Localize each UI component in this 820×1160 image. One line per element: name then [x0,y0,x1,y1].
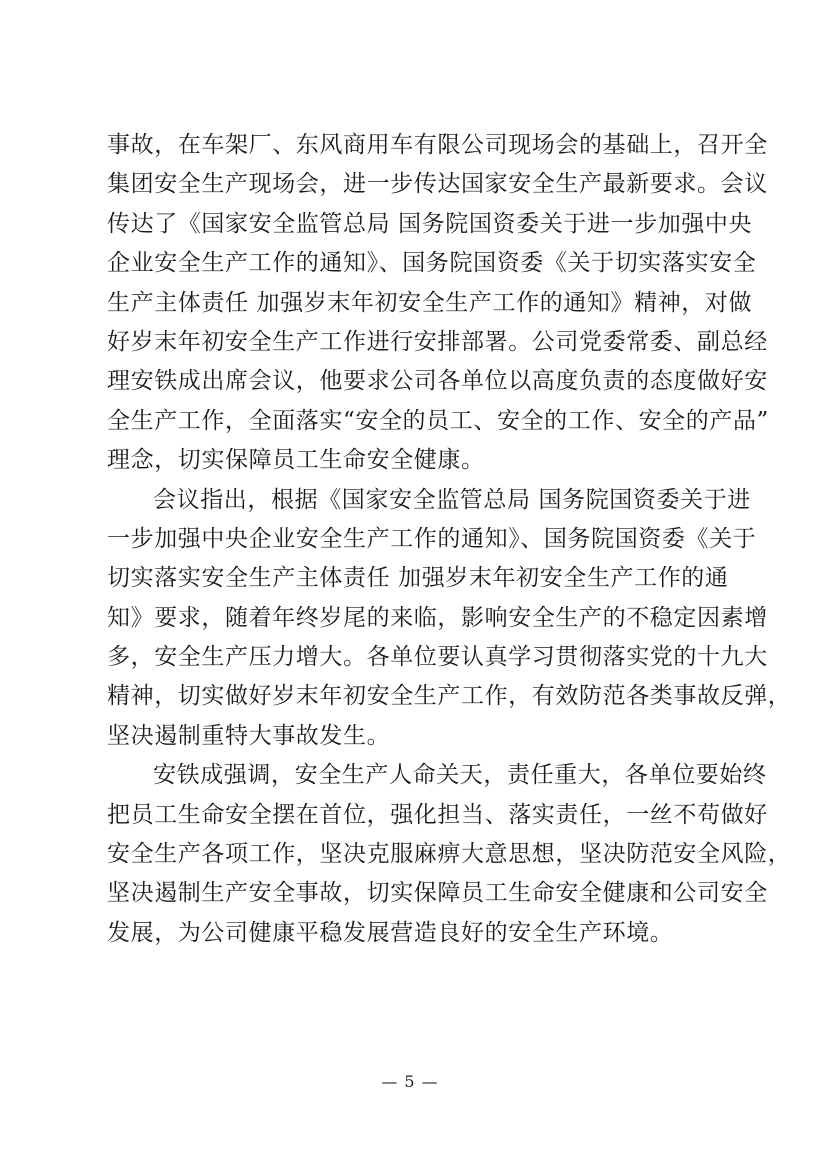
text-line: 多，安全生产压力增大。各单位要认真学习贯彻落实党的十九大 [107,644,768,671]
text-line: 知》要求，随着年终岁尾的来临，影响安全生产的不稳定因素增 [107,604,768,631]
body-text [107,126,792,953]
text-line: 生产主体责任 加强岁末年初安全生产工作的通知》精神，对做 [107,289,753,316]
text-line: 事故，在车架厂、东风商用车有限公司现场会的基础上，召开全 [107,132,768,158]
text-line: 精神，切实做好岁末年初安全生产工作，有效防范各类事故反弹， [107,683,792,710]
text-line: 企业安全生产工作的通知》、国务院国资委《关于切实落实安全 [107,250,757,277]
text-line: 坚决遏制重特大事故发生。 [107,722,391,749]
text-line: 坚决遏制生产安全事故，切实保障员工生命安全健康和公司安全 [107,880,768,907]
paragraph-first-line: 会议指出，根据《国家安全监管总局 国务院国资委关于进 [153,486,751,513]
text-line: 集团安全生产现场会，进一步传达国家安全生产最新要求。会议 [107,171,768,198]
text-line: 传达了《国家安全监管总局 国务院国资委关于进一步加强中央 [107,210,753,237]
text-line: 把员工生命安全摆在首位，强化担当、落实责任，一丝不苟做好 [107,801,768,828]
text-line: 一步加强中央企业安全生产工作的通知》、国务院国资委《关于 [107,525,757,552]
text-line: 理安铁成出席会议，他要求公司各单位以高度负责的态度做好安 [107,368,768,395]
page-number: — 5 — [381,1072,439,1091]
text-line: 全生产工作，全面落实“安全的员工、安全的工作、安全的产品” [107,407,769,434]
paragraph-first-line: 安铁成强调，安全生产人命关天，责任重大，各单位要始终 [153,762,767,789]
text-line: 切实落实安全生产主体责任 加强岁末年初安全生产工作的通 [107,565,729,592]
text-line: 好岁末年初安全生产工作进行安排部署。公司党委常委、副总经 [107,328,768,355]
text-line: 安全生产各项工作，坚决克服麻痹大意思想，坚决防范安全风险， [107,841,792,868]
text-line: 发展，为公司健康平稳发展营造良好的安全生产环境。 [107,919,674,946]
text-line: 理念，切实保障员工生命安全健康。 [107,447,485,474]
